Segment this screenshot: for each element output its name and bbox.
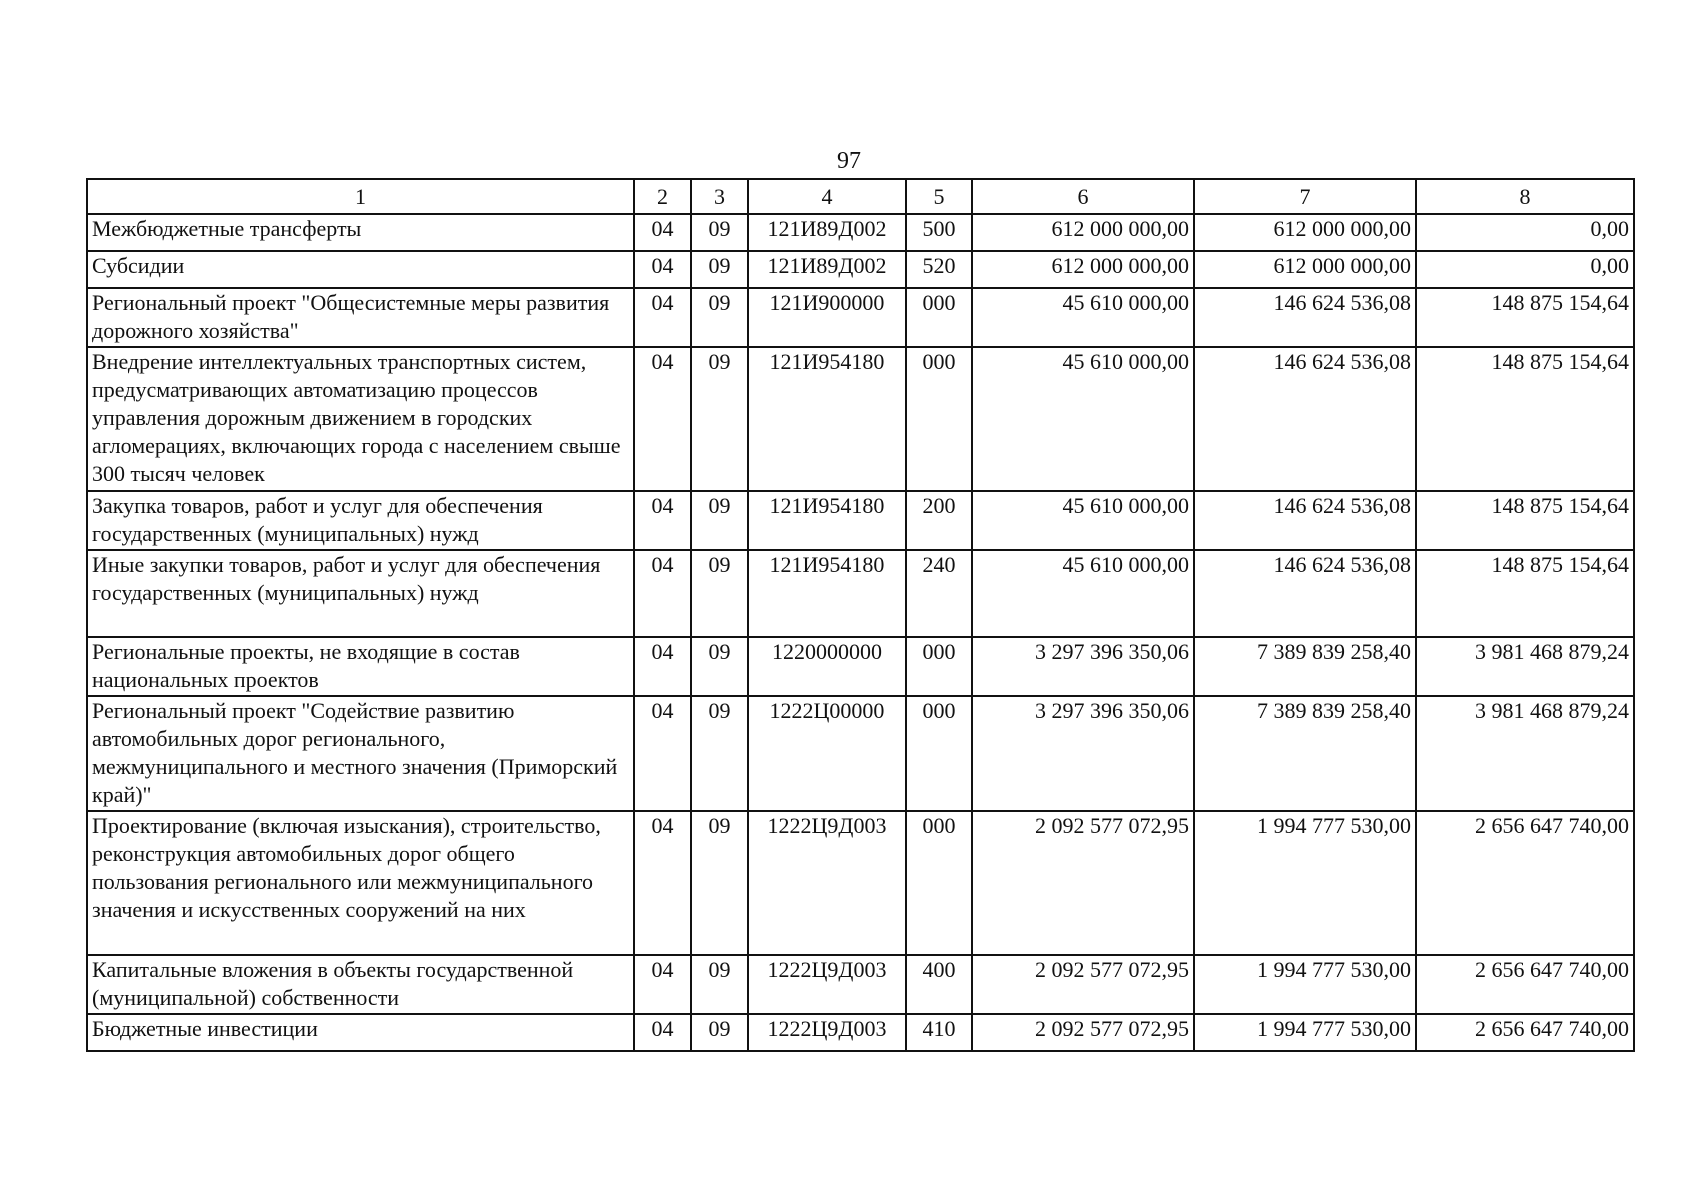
row-amount-8: 148 875 154,64 — [1416, 550, 1634, 637]
row-section: 04 — [634, 955, 691, 1014]
row-amount-8: 0,00 — [1416, 251, 1634, 288]
row-name: Региональный проект "Содействие развитию автомобильных дорог регионального, межмуниципального и местного значения (Приморский край)" — [87, 696, 634, 811]
header-cell: 1 — [87, 179, 634, 214]
row-amount-8: 3 981 468 879,24 — [1416, 637, 1634, 696]
row-name: Региональные проекты, не входящие в состав национальных проектов — [87, 637, 634, 696]
table-row — [87, 811, 1634, 955]
row-section: 04 — [634, 214, 691, 251]
row-amount-7: 1 994 777 530,00 — [1194, 955, 1416, 1014]
budget-table — [86, 178, 1635, 1052]
row-subsection: 09 — [691, 955, 748, 1014]
row-expense-type: 000 — [906, 811, 972, 955]
row-section: 04 — [634, 288, 691, 347]
row-target-article: 121И900000 — [748, 288, 906, 347]
row-amount-6: 3 297 396 350,06 — [972, 637, 1194, 696]
header-cell: 8 — [1416, 179, 1634, 214]
row-amount-7: 146 624 536,08 — [1194, 491, 1416, 550]
table-row — [87, 696, 1634, 811]
row-amount-8: 2 656 647 740,00 — [1416, 811, 1634, 955]
row-amount-6: 45 610 000,00 — [972, 347, 1194, 491]
row-target-article: 121И954180 — [748, 491, 906, 550]
row-expense-type: 400 — [906, 955, 972, 1014]
table-row — [87, 251, 1634, 288]
header-cell: 2 — [634, 179, 691, 214]
row-section: 04 — [634, 347, 691, 491]
table-row — [87, 550, 1634, 637]
row-amount-7: 612 000 000,00 — [1194, 251, 1416, 288]
row-amount-7: 146 624 536,08 — [1194, 288, 1416, 347]
row-amount-6: 612 000 000,00 — [972, 251, 1194, 288]
row-expense-type: 200 — [906, 491, 972, 550]
row-name: Субсидии — [87, 251, 634, 288]
row-amount-6: 45 610 000,00 — [972, 288, 1194, 347]
row-amount-8: 148 875 154,64 — [1416, 491, 1634, 550]
row-name: Капитальные вложения в объекты государственной (муниципальной) собственности — [87, 955, 634, 1014]
row-expense-type: 000 — [906, 347, 972, 491]
row-expense-type: 000 — [906, 637, 972, 696]
row-amount-8: 3 981 468 879,24 — [1416, 696, 1634, 811]
row-section: 04 — [634, 1014, 691, 1051]
row-name: Межбюджетные трансферты — [87, 214, 634, 251]
row-subsection: 09 — [691, 811, 748, 955]
row-target-article: 121И954180 — [748, 347, 906, 491]
header-row — [87, 179, 1634, 214]
row-target-article: 121И954180 — [748, 550, 906, 637]
row-subsection: 09 — [691, 251, 748, 288]
row-target-article: 1220000000 — [748, 637, 906, 696]
row-name: Проектирование (включая изыскания), строительство, реконструкция автомобильных дорог общего пользования регионального или межмуниципального значения и искусственных сооружений на них — [87, 811, 634, 955]
row-amount-7: 7 389 839 258,40 — [1194, 696, 1416, 811]
row-subsection: 09 — [691, 491, 748, 550]
row-amount-6: 45 610 000,00 — [972, 550, 1194, 637]
row-target-article: 121И89Д002 — [748, 214, 906, 251]
row-subsection: 09 — [691, 347, 748, 491]
row-section: 04 — [634, 696, 691, 811]
table-row — [87, 288, 1634, 347]
table-row — [87, 491, 1634, 550]
row-subsection: 09 — [691, 1014, 748, 1051]
row-name: Закупка товаров, работ и услуг для обеспечения государственных (муниципальных) нужд — [87, 491, 634, 550]
row-expense-type: 000 — [906, 288, 972, 347]
row-amount-8: 148 875 154,64 — [1416, 288, 1634, 347]
row-subsection: 09 — [691, 214, 748, 251]
row-expense-type: 410 — [906, 1014, 972, 1051]
row-section: 04 — [634, 251, 691, 288]
row-name: Внедрение интеллектуальных транспортных систем, предусматривающих автоматизацию процессов управления дорожным движением в городских агломерациях, включающих города с населением свыше 300 тысяч человек — [87, 347, 634, 491]
row-section: 04 — [634, 637, 691, 696]
row-section: 04 — [634, 491, 691, 550]
row-target-article: 1222Ц9Д003 — [748, 955, 906, 1014]
table-row — [87, 637, 1634, 696]
row-section: 04 — [634, 550, 691, 637]
row-expense-type: 520 — [906, 251, 972, 288]
table-row — [87, 955, 1634, 1014]
row-amount-7: 612 000 000,00 — [1194, 214, 1416, 251]
row-section: 04 — [634, 811, 691, 955]
row-name: Бюджетные инвестиции — [87, 1014, 634, 1051]
row-amount-8: 2 656 647 740,00 — [1416, 955, 1634, 1014]
row-amount-7: 1 994 777 530,00 — [1194, 811, 1416, 955]
header-cell: 4 — [748, 179, 906, 214]
row-amount-7: 146 624 536,08 — [1194, 347, 1416, 491]
row-amount-6: 3 297 396 350,06 — [972, 696, 1194, 811]
row-target-article: 121И89Д002 — [748, 251, 906, 288]
header-cell: 3 — [691, 179, 748, 214]
row-amount-8: 148 875 154,64 — [1416, 347, 1634, 491]
row-amount-7: 1 994 777 530,00 — [1194, 1014, 1416, 1051]
row-amount-6: 2 092 577 072,95 — [972, 955, 1194, 1014]
row-target-article: 1222Ц9Д003 — [748, 811, 906, 955]
table-row — [87, 347, 1634, 491]
row-name: Иные закупки товаров, работ и услуг для обеспечения государственных (муниципальных) нужд — [87, 550, 634, 637]
row-target-article: 1222Ц00000 — [748, 696, 906, 811]
row-amount-6: 2 092 577 072,95 — [972, 1014, 1194, 1051]
row-name: Региональный проект "Общесистемные меры развития дорожного хозяйства" — [87, 288, 634, 347]
row-amount-6: 2 092 577 072,95 — [972, 811, 1194, 955]
row-amount-6: 45 610 000,00 — [972, 491, 1194, 550]
row-expense-type: 000 — [906, 696, 972, 811]
row-amount-8: 2 656 647 740,00 — [1416, 1014, 1634, 1051]
table-body — [87, 214, 1634, 1051]
table-row — [87, 1014, 1634, 1051]
row-amount-7: 7 389 839 258,40 — [1194, 637, 1416, 696]
row-subsection: 09 — [691, 550, 748, 637]
row-amount-6: 612 000 000,00 — [972, 214, 1194, 251]
row-subsection: 09 — [691, 637, 748, 696]
page-number: 97 — [837, 148, 861, 174]
row-amount-8: 0,00 — [1416, 214, 1634, 251]
header-cell: 5 — [906, 179, 972, 214]
row-subsection: 09 — [691, 696, 748, 811]
row-expense-type: 240 — [906, 550, 972, 637]
row-expense-type: 500 — [906, 214, 972, 251]
row-amount-7: 146 624 536,08 — [1194, 550, 1416, 637]
header-cell: 7 — [1194, 179, 1416, 214]
row-subsection: 09 — [691, 288, 748, 347]
header-cell: 6 — [972, 179, 1194, 214]
row-target-article: 1222Ц9Д003 — [748, 1014, 906, 1051]
table-row — [87, 214, 1634, 251]
